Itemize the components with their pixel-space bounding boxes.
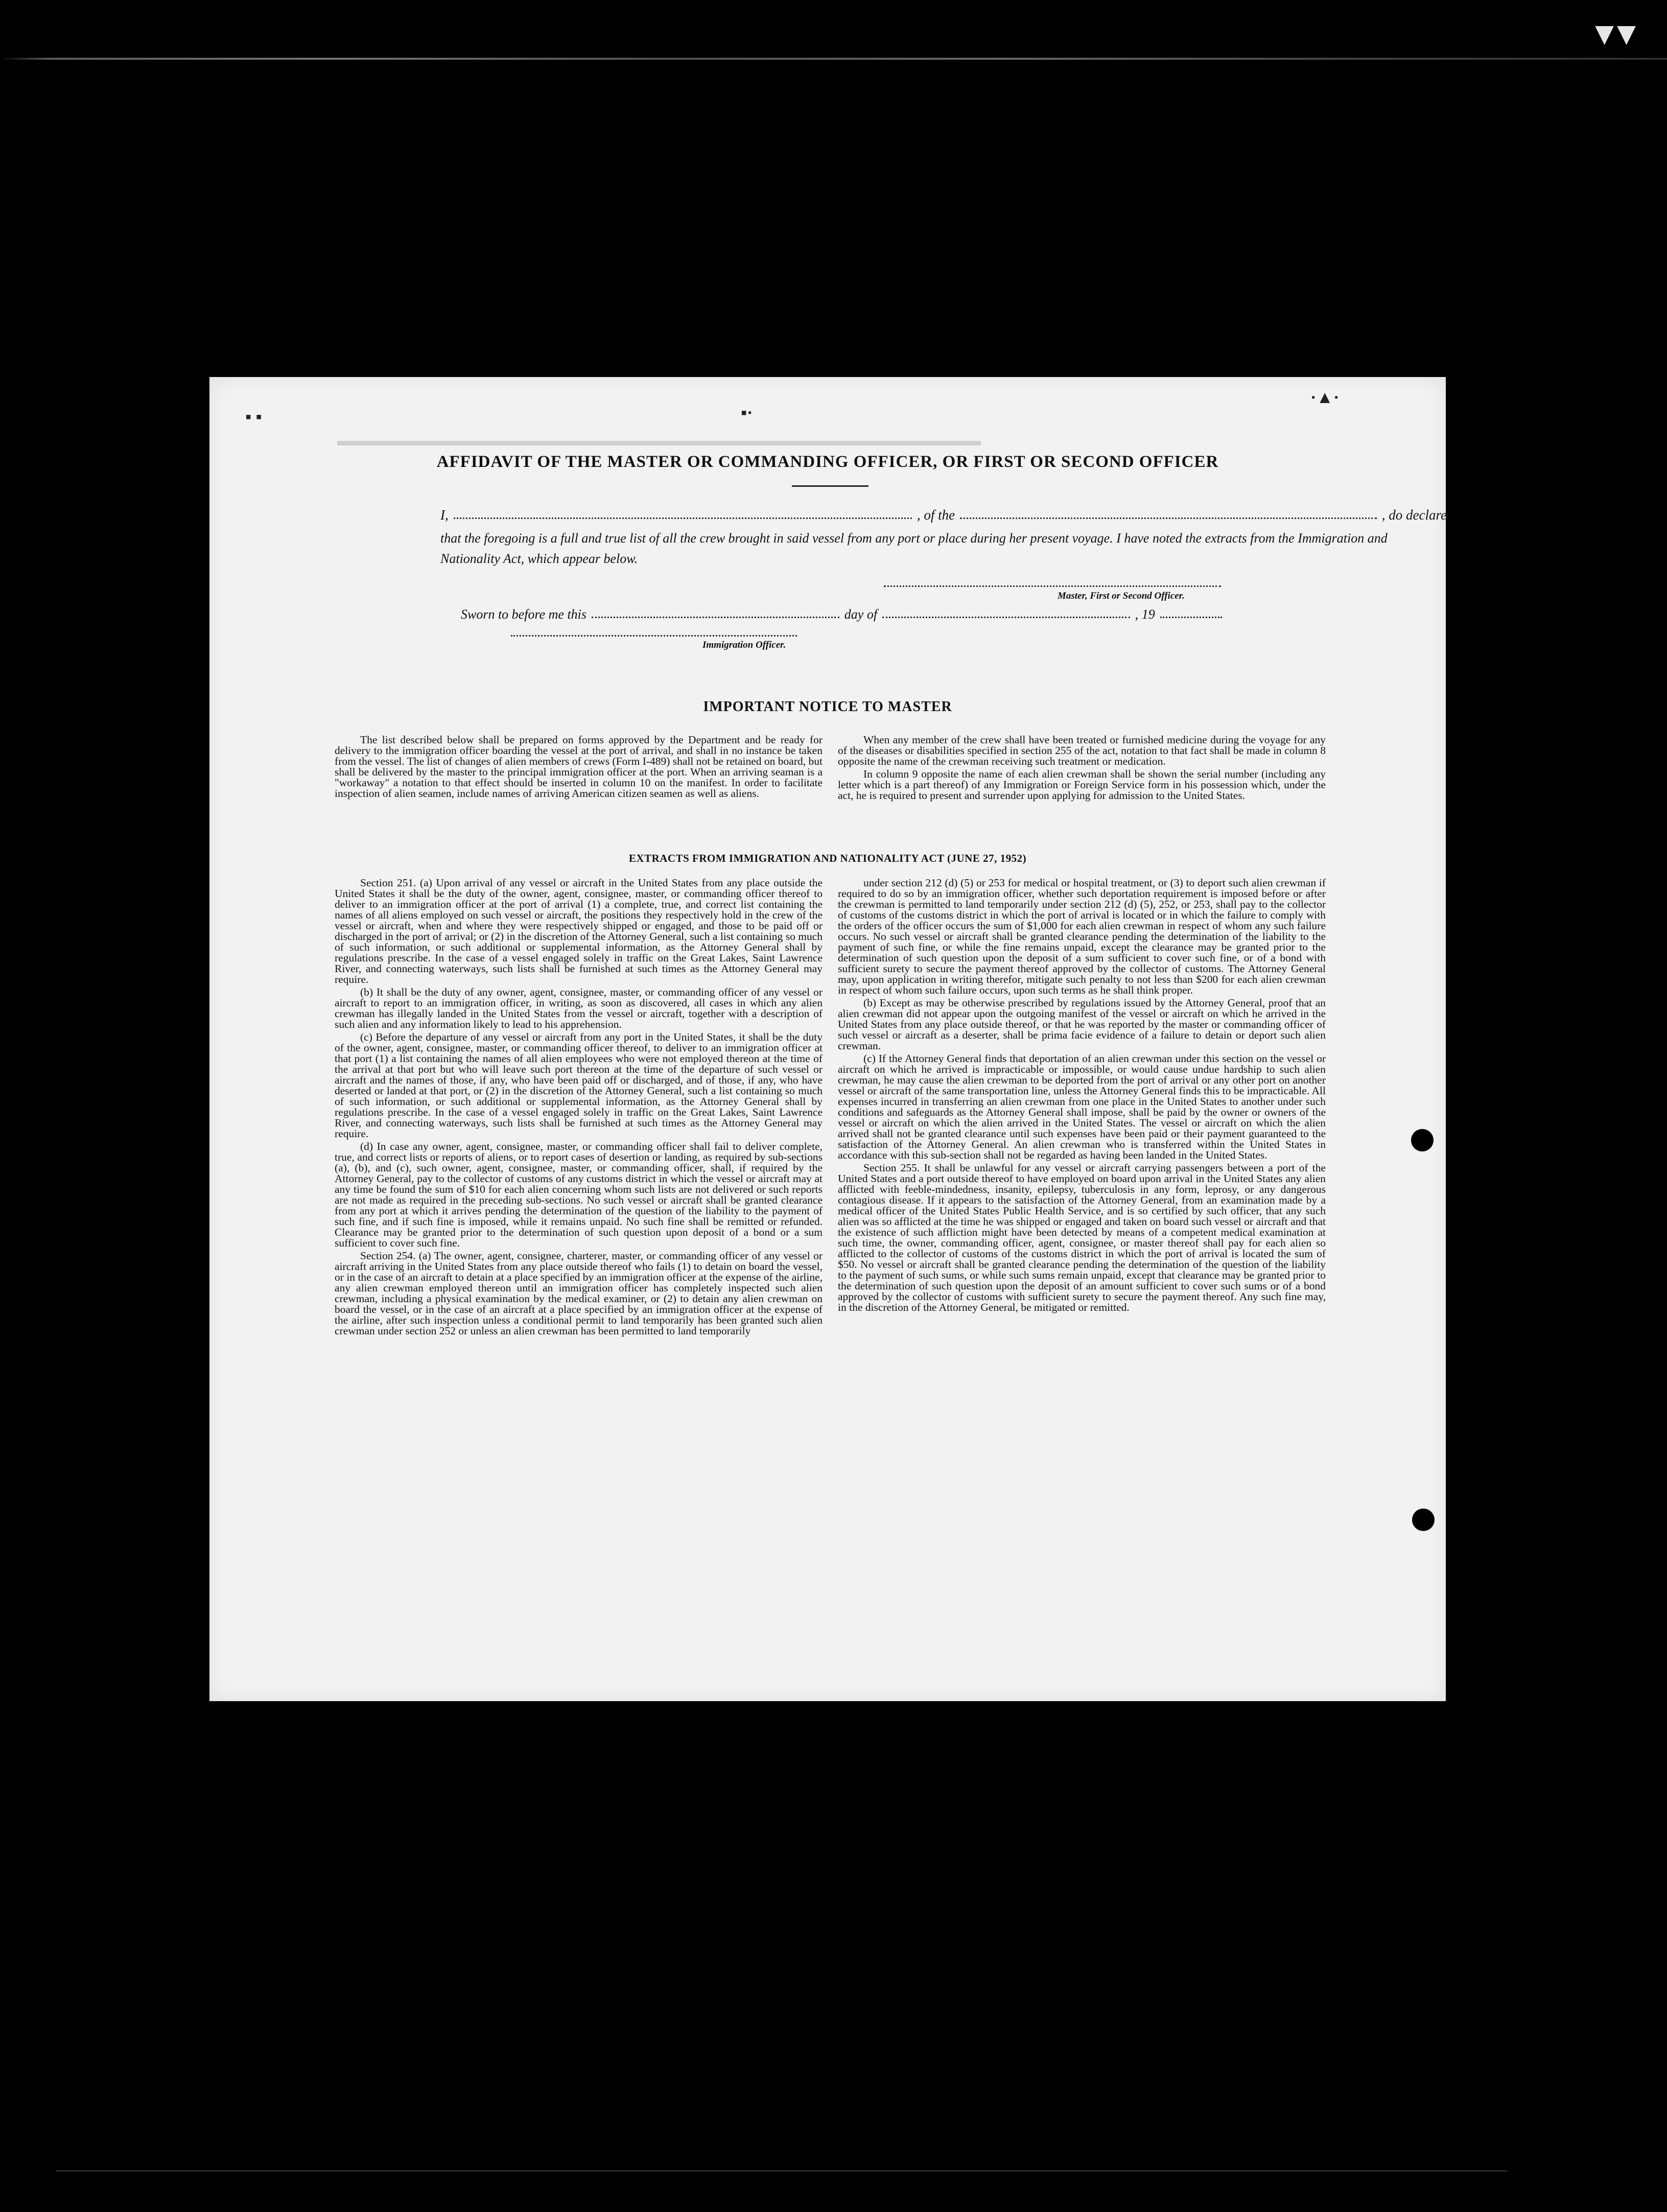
- film-edge-line: [56, 2170, 1507, 2172]
- month-blank: [882, 617, 1130, 618]
- film-frame-marks: ▼▼: [1595, 19, 1639, 48]
- punch-hole-mark: [1412, 1509, 1435, 1531]
- paragraph: The list described below shall be prepared on forms approved by the Department and be ready for delivery to the immigration officer boarding the vessel at the port of arrival, and shall in no instance be taken from the vessel. The list of changes of alien members of crews (Form I-489) shall not be retained on board, but shall be delivered by the master to the principal immigration officer at the port. When an arriving seaman is a "workaway" a notation to that effect should be inserted in column 10 on the manifest. In order to facilitate inspection of alien seamen, include names of arriving American citizen seamen as well as aliens.: [335, 734, 823, 799]
- punch-hole-mark: [1411, 1129, 1434, 1151]
- paragraph: Section 251. (a) Upon arrival of any vessel or aircraft in the United States from any place outside the United States it shall be the duty of the owner, agent, consignee, master, or commanding officer thereof to deliver to an immigration officer at the port of arrival (1) a complete, true, and correct list containing the names of all aliens employed on such vessel or aircraft, the positions they respectively hold in the crew of the vessel or aircraft, when and where they were respectively shipped or engaged, and those to be paid off or discharged in the port of arrival; or (2) in the discretion of the Attorney General, such a list containing so much of such information, or such additional or supplemental information, as the Attorney General shall by regulations prescribe. In the case of a vessel engaged solely in traffic on the Great Lakes, Saint Lawrence River, and connecting waterways, such lists shall be furnished at such times as the Attorney General may require.: [335, 877, 823, 985]
- paragraph: under section 212 (d) (5) or 253 for medical or hospital treatment, or (3) to deport such alien crewman if required to do so by an immigration officer, whether such deportation requirement is imposed before or after the crewman is permitted to land temporarily under section 212 (d) (5), 252, or 253, shall pay to the collector of customs of the customs district in which the port of arrival is located or in which the failure to comply with the orders of the officer occurs the sum of $1,000 for each alien crewman in respect of whom any such failure occurs. No such vessel or aircraft shall be granted clearance pending the determination of the liability to the payment of such fine, or while the fine remains unpaid, except the clearance may be granted prior to the determination of such question upon the deposit of a sum sufficient to cover such fine, or of a bond with sufficient surety to secure the payment thereof approved by the collector of customs. The Attorney General may, upon application in writing therefor, mitigate such penalty to not less than $200 for each alien crewman in respect of whom such failure occurs, upon such terms as he shall think proper.: [838, 877, 1326, 996]
- vessel-blank: [960, 517, 1377, 519]
- extracts-left-column: [335, 878, 823, 1338]
- paragraph: When any member of the crew shall have been treated or furnished medicine during the voyage for any of the diseases or disabilities specified in section 255 of the act, notation to that fact shall be made in column 8 opposite the name of the crewman receiving such treatment or medication.: [838, 734, 1326, 767]
- notice-title: IMPORTANT NOTICE TO MASTER: [703, 699, 952, 715]
- master-signature-label: Master, First or Second Officer.: [1058, 591, 1185, 601]
- bleed-through-text: ▬▬▬▬▬▬▬▬▬▬▬▬▬▬▬▬▬▬▬▬▬▬▬▬▬▬▬▬▬▬▬▬▬▬▬▬▬▬▬▬▬▬: [337, 432, 981, 449]
- notice-left-column: [335, 735, 823, 801]
- day-of-label: day of: [844, 607, 878, 622]
- scan-speck: ·▲·: [1310, 388, 1340, 407]
- name-blank: [454, 517, 912, 519]
- i-label: I,: [440, 507, 449, 523]
- paragraph: (c) Before the departure of any vessel or aircraft from any port in the United States, it shall be the duty of the owner, agent, consignee, master, or commanding officer thereof, to deliver to an immigration officer at that port (1) a list containing the names of all alien employees who were not employed thereon at the time of the arrival at that port but who will leave such port thereon at the time of the departure of such vessel or aircraft and the names of those, if any, who have been paid off or discharged, and of those, if any, who have deserted or landed at that port, or (2) in the discretion of the Attorney General, such a list containing so much of such information, or such additional or supplemental information, as the Attorney General shall by regulations prescribe. In the case of a vessel engaged solely in traffic on the Great Lakes, Saint Lawrence River, and connecting waterways, such lists shall be furnished at such times as the Attorney General may require.: [335, 1031, 823, 1140]
- extracts-right-column: [838, 878, 1326, 1315]
- paragraph: In column 9 opposite the name of each alien crewman shall be shown the serial number (including any letter which is a part thereof) of any Immigration or Foreign Service form in his possession which, under the act, he is required to present and surrender upon applying for admission to the United States.: [838, 768, 1326, 802]
- paragraph: (d) In case any owner, agent, consignee, master, or commanding officer shall fail to deliver complete, true, and correct lists or reports of aliens, or to report cases of desertion or landing, as required by sub-sections (a), (b), and (c), such owner, agent, consignee, master, or commanding officer, shall, if required by the Attorney General, pay to the collector of customs of any customs district in which the vessel or aircraft may at any time be found the sum of $10 for each alien concerning whom such lists are not delivered or such reports are not made as required in the preceding sub-sections. No such vessel or aircraft shall be granted clearance from any port at which it arrives pending the determination of the question of the liability to the payment of such fine, and if such fine is imposed, while it remains unpaid. No such fine shall be remitted or refunded. Clearance may be granted prior to the determination of such question upon deposit of a bond or a sum sufficient to cover such fine.: [335, 1140, 823, 1249]
- paragraph: (b) Except as may be otherwise prescribed by regulations issued by the Attorney General, proof that an alien crewman did not appear upon the outgoing manifest of the vessel or aircraft on which he arrived in the United States from any place outside thereof, or that he was reported by the master or commanding officer of such vessel or aircraft as a deserter, shall be prima facie evidence of a failure to detain or deport such alien crewman.: [838, 997, 1326, 1052]
- scan-speck: ▪ ▪: [245, 408, 262, 427]
- paragraph: (c) If the Attorney General finds that deportation of an alien crewman under this section on the vessel or aircraft on which he arrived is impracticable or impossible, or would cause undue hardship to such alien crewman, he may cause the alien crewman to be deported from the port of arrival or any other port on another vessel or aircraft of the same transportation line, unless the Attorney General finds this to be impracticable. All expenses incurred in transferring an alien crewman from one place in the United States to another under such conditions and safeguards as the Attorney General shall impose, shall be paid by the owner or owners of the vessel or aircraft on which the alien arrived in the United States. The vessel or aircraft on which the alien arrived shall not be granted clearance until such expenses have been paid or their payment guaranteed to the satisfaction of the Attorney General. An alien crewman who is transferred within the United States in accordance with this sub-section shall not be regarded as having been landed in the United States.: [838, 1052, 1326, 1161]
- film-scan-line: [0, 58, 1667, 60]
- day-blank: [592, 617, 839, 618]
- sworn-line: [461, 602, 1227, 622]
- of-the-label: , of the: [917, 507, 955, 523]
- immigration-officer-label: Immigration Officer.: [702, 640, 786, 650]
- paragraph: Section 255. It shall be unlawful for any vessel or aircraft carrying passengers between a port of the United States and a port outside thereof to have employed on board upon arrival in the United States any alien afflicted with feeble-mindedness, insanity, epilepsy, tuberculosis in any form, leprosy, or any dangerous contagious disease. If it appears to the satisfaction of the Attorney General, from an examination made by a medical officer of the United States Public Health Service, and is so certified by such officer, that any such alien was so afflicted at the time he was shipped or engaged and taken on board such vessel or aircraft and that the existence of such affliction might have been detected by means of a competent medical examination at such time, the owner, commanding officer, agent, consignee, or master thereof shall pay for each alien so afflicted to the collector of customs of the customs district in which the port of arrival is located the sum of $50. No vessel or aircraft shall be granted clearance pending the determination of the question of the liability to the payment of such sums, or while such sums remain unpaid, except that clearance may be granted prior to the determination of such question upon the deposit of an amount sufficient to cover such sums or of a bond approved by the collector of customs with sufficient surety to secure the payment thereof. Any such fine may, in the discretion of the Attorney General, be mitigated or remitted.: [838, 1162, 1326, 1313]
- master-signature-line: [884, 585, 1221, 587]
- notice-right-column: [838, 735, 1326, 803]
- declaration-line: [440, 505, 1447, 523]
- paragraph: Section 254. (a) The owner, agent, consignee, charterer, master, or commanding officer of any vessel or aircraft arriving in the United States from any place outside thereof who fails (1) to detain on board the vessel, or in the case of an aircraft to detain at a place specified by an immigration officer at the expense of the airline, any alien crewman employed thereon until an immigration officer has completely inspected such alien crewman, including a physical examination by the medical examiner, or (2) to detain any alien crewman on board the vessel, or in the case of an aircraft at a place specified by an immigration officer at the expense of the airline, after such inspection unless a conditional permit to land temporarily has been granted such alien crewman under section 252 or unless an alien crewman has been permitted to land temporarily: [335, 1250, 823, 1337]
- declaration-text: that the foregoing is a full and true list of all the crew brought in said vessel from any port or place during her present voyage. I have noted the extracts from the Immigration and Nationality Act, which appear below.: [440, 531, 1388, 566]
- year-blank: [1160, 617, 1222, 618]
- scan-speck: ▪·: [741, 404, 753, 422]
- extracts-title: EXTRACTS FROM IMMIGRATION AND NATIONALITY ACT (JUNE 27, 1952): [628, 852, 1027, 864]
- title-rule: [792, 485, 868, 487]
- document-page: [209, 377, 1446, 1701]
- year-label: , 19: [1135, 607, 1155, 622]
- do-declare-label: , do declare: [1381, 507, 1447, 523]
- paragraph: (b) It shall be the duty of any owner, agent, consignee, master, or commanding officer of any vessel or aircraft to report to an immigration officer, in writing, as soon as discovered, all cases in which any alien crewman has illegally landed in the United States from the vessel or aircraft, together with a description of such alien and any information likely to lead to his apprehension.: [335, 986, 823, 1030]
- affidavit-title: AFFIDAVIT OF THE MASTER OR COMMANDING OFFICER, OR FIRST OR SECOND OFFICER: [436, 453, 1219, 471]
- immigration-officer-line: [511, 635, 797, 637]
- sworn-label: Sworn to before me this: [461, 607, 587, 622]
